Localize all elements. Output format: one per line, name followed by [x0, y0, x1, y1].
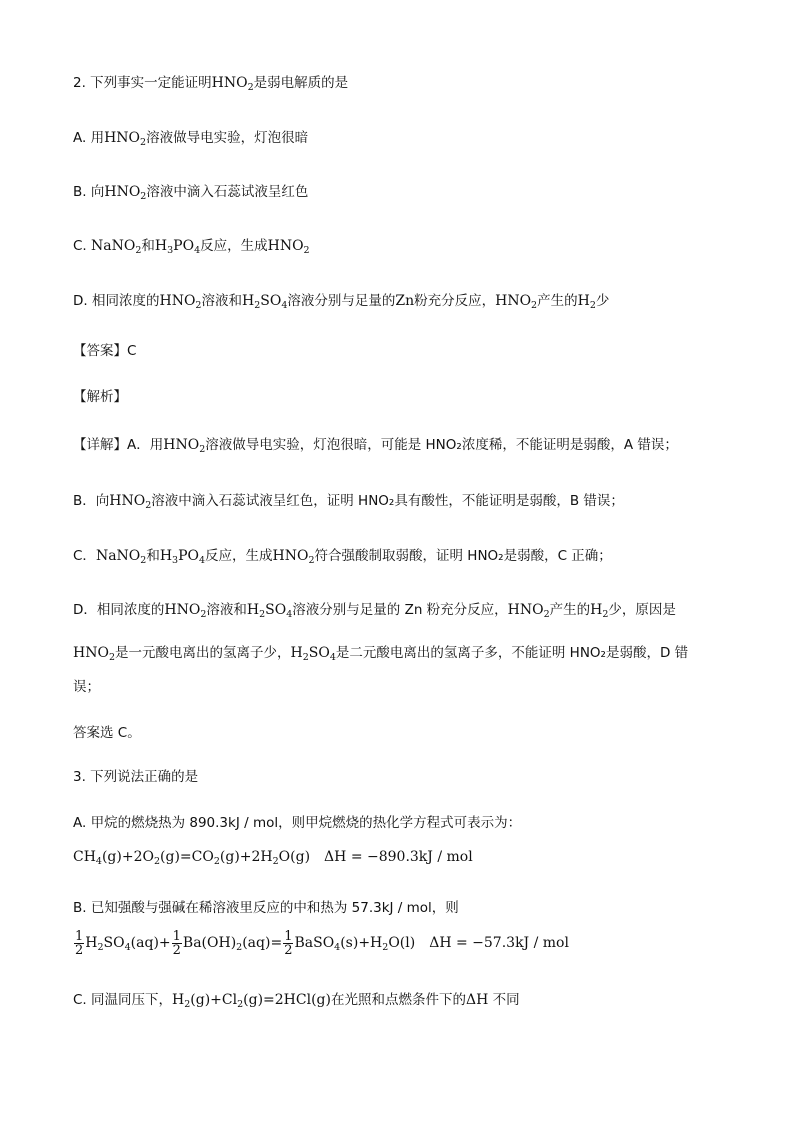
detail-a: 【详解】A．用$HNO_2$溶液做导电实验，灯泡很暗，可能是 HNO₂浓度稀，不能证明是弱酸，A 错误；: [73, 437, 678, 455]
q2-option-c: C. NaNO$_2$和$H_3PO_4$反应，生成$HNO_2$: [73, 238, 310, 256]
formula-hno2: $HNO_2$: [507, 602, 550, 620]
formula-hno2: $HNO_2$: [267, 238, 310, 256]
detail-d-line1: D．相同浓度的$HNO_2$溶液和$H_2SO_4$溶液分别与足量的 Zn 粉充分反应，$HNO_2$产生的$H_2$少，原因是: [73, 602, 676, 620]
detail-d-line2: $HNO_2$是一元酸电离出的氢离子少，$H_2SO_4$是二元酸电离出的氢离子多，不能证明 HNO₂是弱酸，D 错: [73, 645, 689, 663]
formula-nano2: NaNO$_2$: [91, 238, 142, 256]
q3-equation-b: $\frac{1}{2}$ $H_2SO_4(aq)+$ $\frac{1}{2}$ $Ba(OH)_2(aq)=$ $\frac{1}{2}$ $BaSO_4(s)+H_2O(l) \Delta H = -57.3kJ$ / mol: [75, 928, 569, 958]
formula-hno2: $HNO_2$: [104, 184, 147, 202]
answer-value: C: [127, 343, 137, 359]
formula-h2: $H_2$: [590, 602, 609, 620]
enthalpy-a: ΔH = −890.3kJ / mol: [324, 849, 473, 865]
detail-d-line3: 误；: [73, 679, 100, 695]
answer-line: [73, 340, 734, 362]
formula-hno2: $HNO_2$: [104, 130, 147, 148]
q3-option-c: C. 同温同压下，$H_2(g)+Cl_2(g)=2HCl(g)$在光照和点燃条件下的ΔH 不同: [73, 992, 520, 1010]
formula-h2so4: $H_2SO_4$: [241, 293, 288, 311]
final-answer: 答案选 C。: [73, 725, 141, 741]
formula-h2so4: $H_2SO_4$: [246, 602, 293, 620]
formula-h3po4: $H_3PO_4$: [154, 238, 201, 256]
detail-c: C．NaNO$_2$和$H_3PO_4$反应，生成$HNO_2$符合强酸制取弱酸，证明 HNO₂是弱酸，C 正确；: [73, 548, 612, 566]
formula-hno2: $HNO_2$: [211, 75, 254, 93]
formula-hno2: $HNO_2$: [164, 602, 207, 620]
formula-h2so4: $H_2SO_4$: [290, 645, 336, 663]
fraction-half: $\frac{1}{2}$: [75, 928, 84, 958]
q3-stem: 3. 下列说法正确的是: [73, 769, 199, 785]
answer-label: 【答案】: [73, 343, 127, 359]
formula-hno2: $HNO_2$: [159, 293, 202, 311]
formula-hno2: $HNO_2$: [109, 493, 152, 511]
formula-hno2: $HNO_2$: [163, 437, 206, 455]
q3-equation-a: $CH_4(g)+2O_2(g)=CO_2(g)+2H_2O(g) \Delta H = -890.3kJ$ / mol: [73, 849, 473, 867]
enthalpy-b: ΔH = −57.3kJ / mol: [429, 935, 569, 951]
fraction-half: $\frac{1}{2}$: [172, 928, 181, 958]
analysis-label: 【解析】: [73, 389, 127, 405]
q3-option-b: B. 已知强酸与强碱在稀溶液里反应的中和热为 57.3kJ / mol，则: [73, 900, 459, 916]
detail-label: 【详解】: [73, 437, 127, 453]
formula-hno2: $HNO_2$: [73, 645, 115, 663]
q2-option-a: A. 用$HNO_2$溶液做导电实验，灯泡很暗: [73, 130, 309, 148]
equation-c: $H_2(g)+Cl_2(g)=2HCl(g)$: [172, 992, 331, 1010]
q2-stem: 2. 下列事实一定能证明$HNO_2$是弱电解质的是: [73, 75, 349, 93]
formula-h3po4: $H_3PO_4$: [159, 548, 206, 566]
formula-nano2: NaNO$_2$: [95, 548, 147, 566]
formula-hno2: $HNO_2$: [272, 548, 315, 566]
q2-option-b: B. 向$HNO_2$溶液中滴入石蕊试液呈红色: [73, 184, 309, 202]
formula-h2: $H_2$: [577, 293, 596, 311]
detail-b: B．向$HNO_2$溶液中滴入石蕊试液呈红色，证明 HNO₂具有酸性，不能证明是弱酸，B 错误；: [73, 493, 624, 511]
q3-option-a: A. 甲烷的燃烧热为 890.3kJ / mol，则甲烷燃烧的热化学方程式可表示为：: [73, 815, 522, 831]
q2-option-d: D. 相同浓度的$HNO_2$溶液和$H_2SO_4$溶液分别与足量的Zn粉充分反应，$HNO_2$产生的$H_2$少: [73, 293, 610, 311]
fraction-half: $\frac{1}{2}$: [284, 928, 293, 958]
formula-hno2: $HNO_2$: [495, 293, 538, 311]
